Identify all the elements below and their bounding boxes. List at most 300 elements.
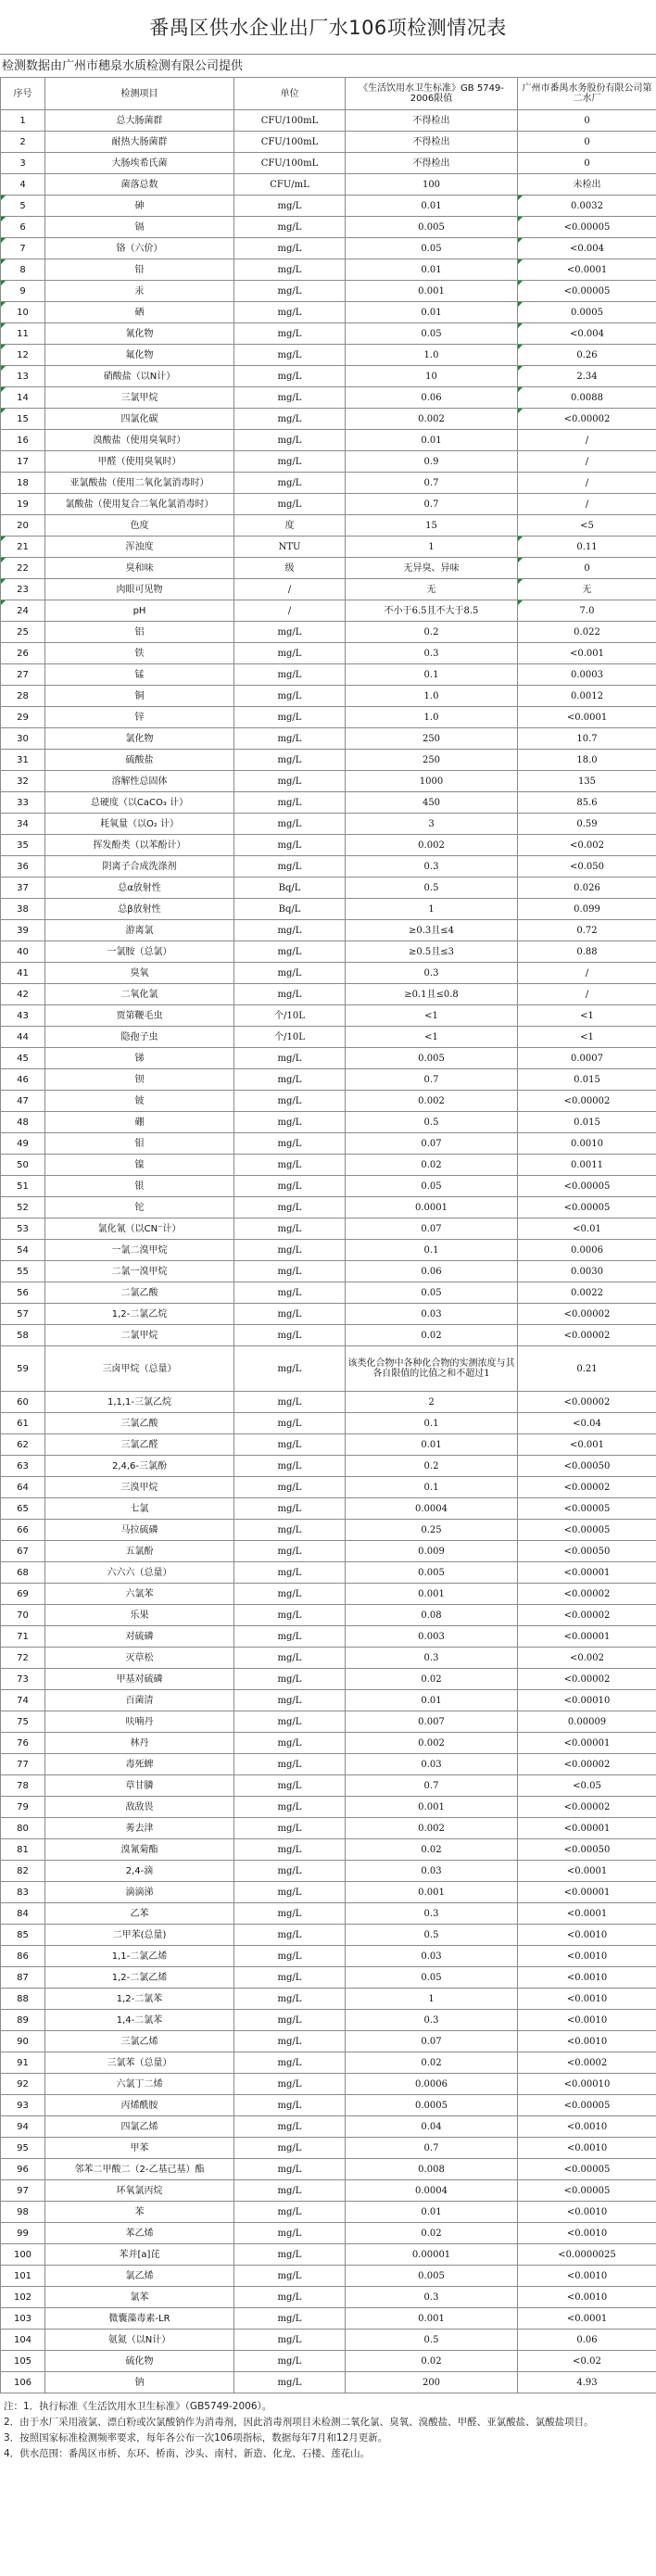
row-item: 锌 bbox=[45, 707, 234, 728]
row-limit: 1 bbox=[346, 537, 518, 558]
table-row bbox=[1, 1027, 656, 1048]
table-row bbox=[1, 1392, 656, 1413]
table-row bbox=[1, 387, 656, 409]
row-number: 72 bbox=[1, 1648, 45, 1669]
table-row bbox=[1, 1346, 656, 1392]
row-result: 18.0 bbox=[518, 750, 656, 771]
header-unit: 单位 bbox=[234, 78, 346, 110]
row-item: 四氯化碳 bbox=[45, 409, 234, 430]
row-result: <0.00005 bbox=[518, 2180, 656, 2202]
row-item: 溶解性总固体 bbox=[45, 771, 234, 792]
row-unit: mg/L bbox=[234, 1584, 346, 1605]
header-no: 序号 bbox=[1, 78, 45, 110]
row-result: <0.00002 bbox=[518, 1669, 656, 1690]
table-row bbox=[1, 1711, 656, 1733]
row-number: 98 bbox=[1, 2202, 45, 2223]
row-result: <0.001 bbox=[518, 1434, 656, 1456]
row-unit: mg/L bbox=[234, 1967, 346, 1989]
row-limit: 1 bbox=[346, 899, 518, 920]
row-item: 游离氯 bbox=[45, 920, 234, 941]
row-result: <0.0001 bbox=[518, 2308, 656, 2330]
row-limit: <1 bbox=[346, 1027, 518, 1048]
table-row bbox=[1, 345, 656, 366]
row-unit: mg/L bbox=[234, 2287, 346, 2308]
table-row bbox=[1, 1669, 656, 1690]
row-unit: mg/L bbox=[234, 451, 346, 473]
row-item: 1,2-二氯苯 bbox=[45, 1989, 234, 2010]
table-row bbox=[1, 1133, 656, 1155]
row-unit: mg/L bbox=[234, 1069, 346, 1091]
row-result: 4.93 bbox=[518, 2372, 656, 2393]
row-item: 百菌清 bbox=[45, 1690, 234, 1711]
row-number: 103 bbox=[1, 2308, 45, 2330]
row-item: 对硫磷 bbox=[45, 1626, 234, 1648]
row-item: 耗氧量（以O₂ 计） bbox=[45, 814, 234, 835]
row-limit: 0.3 bbox=[346, 963, 518, 984]
row-unit: Bq/L bbox=[234, 899, 346, 920]
row-item: 硼 bbox=[45, 1112, 234, 1133]
row-item: 钡 bbox=[45, 1069, 234, 1091]
row-unit: mg/L bbox=[234, 238, 346, 259]
table-row bbox=[1, 1413, 656, 1434]
footnote-line: 3．按照国家标准检测频率要求，每年各公布一次106项指标，数据每年7月和12月更新。 bbox=[4, 2432, 388, 2443]
row-result: 0.06 bbox=[518, 2330, 656, 2351]
footnote-line: 4．供水范围：番禺区市桥、东环、桥南、沙头、南村、新造、化龙、石楼、莲花山。 bbox=[4, 2448, 371, 2459]
row-unit: mg/L bbox=[234, 2138, 346, 2159]
table-row bbox=[1, 323, 656, 345]
row-result: <0.0010 bbox=[518, 2202, 656, 2223]
row-limit: 0.05 bbox=[346, 1967, 518, 1989]
row-item: 菌落总数 bbox=[45, 174, 234, 196]
row-result: <0.0010 bbox=[518, 1925, 656, 1946]
row-item: 铅 bbox=[45, 259, 234, 281]
row-unit: mg/L bbox=[234, 1520, 346, 1541]
row-result: <0.00002 bbox=[518, 409, 656, 430]
row-limit: 0.04 bbox=[346, 2116, 518, 2138]
table-row bbox=[1, 110, 656, 132]
table-row bbox=[1, 1882, 656, 1903]
row-result: <0.00002 bbox=[518, 1605, 656, 1626]
row-number: 14 bbox=[1, 387, 45, 409]
row-unit: mg/L bbox=[234, 1498, 346, 1520]
table-row bbox=[1, 1605, 656, 1626]
table-row bbox=[1, 132, 656, 153]
row-number: 79 bbox=[1, 1797, 45, 1818]
row-number: 9 bbox=[1, 281, 45, 302]
row-unit: mg/L bbox=[234, 217, 346, 238]
row-result: 0.0030 bbox=[518, 1261, 656, 1282]
row-item: 乐果 bbox=[45, 1605, 234, 1626]
row-item: 环氧氯丙烷 bbox=[45, 2180, 234, 2202]
row-item: 1,1-二氯乙烯 bbox=[45, 1946, 234, 1967]
row-unit: mg/L bbox=[234, 2244, 346, 2266]
row-number: 68 bbox=[1, 1562, 45, 1584]
row-limit: 0.001 bbox=[346, 1584, 518, 1605]
row-limit: 0.05 bbox=[346, 1176, 518, 1197]
row-number: 61 bbox=[1, 1413, 45, 1434]
row-number: 71 bbox=[1, 1626, 45, 1648]
row-limit: 0.001 bbox=[346, 2308, 518, 2330]
table-row bbox=[1, 1541, 656, 1562]
row-limit: 0.007 bbox=[346, 1711, 518, 1733]
page-title: 番禺区供水企业出厂水106项检测情况表 bbox=[149, 17, 507, 39]
footnote-line: 2．由于水厂采用液氯、漂白粉或次氯酸钠作为消毒剂，因此消毒剂项目未检测二氧化氯、臭氧、溴酸盐、甲醛、亚氯酸盐、氯酸盐项目。 bbox=[4, 2417, 594, 2428]
row-number: 29 bbox=[1, 707, 45, 728]
row-limit: 0.005 bbox=[346, 2266, 518, 2287]
row-limit: 0.1 bbox=[346, 1240, 518, 1261]
row-unit: mg/L bbox=[234, 1155, 346, 1176]
table-row bbox=[1, 1005, 656, 1027]
row-item: 亚氯酸盐（使用二氧化氯消毒时） bbox=[45, 473, 234, 494]
table-body bbox=[1, 110, 656, 2393]
row-limit: 15 bbox=[346, 515, 518, 537]
row-limit: 不得检出 bbox=[346, 110, 518, 132]
row-number: 4 bbox=[1, 174, 45, 196]
row-unit: mg/L bbox=[234, 707, 346, 728]
row-item: 1,2-二氯乙烯 bbox=[45, 1967, 234, 1989]
row-result: <0.00050 bbox=[518, 1541, 656, 1562]
row-item: 耐热大肠菌群 bbox=[45, 132, 234, 153]
table-row bbox=[1, 2287, 656, 2308]
row-number: 10 bbox=[1, 302, 45, 323]
row-unit: / bbox=[234, 579, 346, 600]
row-unit: mg/L bbox=[234, 302, 346, 323]
row-limit: 0.0001 bbox=[346, 1197, 518, 1219]
row-limit: 0.0005 bbox=[346, 2095, 518, 2116]
row-result: <0.00002 bbox=[518, 1477, 656, 1498]
row-limit: 450 bbox=[346, 792, 518, 814]
row-limit: 0.2 bbox=[346, 1456, 518, 1477]
row-number: 66 bbox=[1, 1520, 45, 1541]
row-limit: 0.02 bbox=[346, 2052, 518, 2074]
row-item: 铁 bbox=[45, 643, 234, 664]
table-row bbox=[1, 2330, 656, 2351]
row-item: 邻苯二甲酸二（2-乙基己基）酯 bbox=[45, 2159, 234, 2180]
row-result: 0.022 bbox=[518, 622, 656, 643]
table-row bbox=[1, 1754, 656, 1775]
row-number: 39 bbox=[1, 920, 45, 941]
row-unit: mg/L bbox=[234, 366, 346, 387]
row-result: <0.0010 bbox=[518, 2031, 656, 2052]
row-result: <0.0010 bbox=[518, 1989, 656, 2010]
row-result: <0.00005 bbox=[518, 1520, 656, 1541]
row-limit: 0.01 bbox=[346, 259, 518, 281]
row-item: 三氯苯（总量） bbox=[45, 2052, 234, 2074]
row-item: 呋喃丹 bbox=[45, 1711, 234, 1733]
row-unit: mg/L bbox=[234, 2351, 346, 2372]
row-result: <0.00005 bbox=[518, 2159, 656, 2180]
row-number: 89 bbox=[1, 2010, 45, 2031]
row-unit: mg/L bbox=[234, 1282, 346, 1304]
row-number: 19 bbox=[1, 494, 45, 515]
row-item: 甲苯 bbox=[45, 2138, 234, 2159]
row-result: <0.04 bbox=[518, 1413, 656, 1434]
row-number: 7 bbox=[1, 238, 45, 259]
row-unit: mg/L bbox=[234, 409, 346, 430]
row-unit: mg/L bbox=[234, 2223, 346, 2244]
row-number: 8 bbox=[1, 259, 45, 281]
row-item: 三氯乙醛 bbox=[45, 1434, 234, 1456]
row-item: 氟化物 bbox=[45, 345, 234, 366]
table-row bbox=[1, 1946, 656, 1967]
row-result: 0.0010 bbox=[518, 1133, 656, 1155]
row-number: 100 bbox=[1, 2244, 45, 2266]
table-row bbox=[1, 835, 656, 856]
table-row bbox=[1, 1584, 656, 1605]
row-number: 20 bbox=[1, 515, 45, 537]
row-number: 70 bbox=[1, 1605, 45, 1626]
row-number: 40 bbox=[1, 941, 45, 963]
row-number: 45 bbox=[1, 1048, 45, 1069]
row-result: <0.00002 bbox=[518, 1304, 656, 1325]
row-limit: 0.08 bbox=[346, 1605, 518, 1626]
row-result: <0.00050 bbox=[518, 1839, 656, 1861]
table-row bbox=[1, 1775, 656, 1797]
row-number: 49 bbox=[1, 1133, 45, 1155]
table-row bbox=[1, 1562, 656, 1584]
row-result: / bbox=[518, 963, 656, 984]
table-row bbox=[1, 558, 656, 579]
row-limit: 0.003 bbox=[346, 1626, 518, 1648]
row-result: <0.0000025 bbox=[518, 2244, 656, 2266]
row-number: 92 bbox=[1, 2074, 45, 2095]
table-row bbox=[1, 259, 656, 281]
row-unit: mg/L bbox=[234, 622, 346, 643]
footnotes bbox=[0, 2393, 656, 2462]
row-unit: 个/10L bbox=[234, 1005, 346, 1027]
row-item: 二氯甲烷 bbox=[45, 1325, 234, 1346]
row-limit: 0.02 bbox=[346, 1325, 518, 1346]
row-limit: 0.01 bbox=[346, 1434, 518, 1456]
table-row bbox=[1, 281, 656, 302]
row-item: 溴酸盐（使用臭氧时） bbox=[45, 430, 234, 451]
row-limit: 0.1 bbox=[346, 664, 518, 686]
row-limit: 0.005 bbox=[346, 1562, 518, 1584]
row-item: 三溴甲烷 bbox=[45, 1477, 234, 1498]
row-limit: 0.02 bbox=[346, 2351, 518, 2372]
row-result: 0.0088 bbox=[518, 387, 656, 409]
row-item: 氯酸盐（使用复合二氧化氯消毒时） bbox=[45, 494, 234, 515]
row-unit: mg/L bbox=[234, 750, 346, 771]
row-number: 81 bbox=[1, 1839, 45, 1861]
table-header-row bbox=[1, 78, 656, 110]
table-row bbox=[1, 537, 656, 558]
row-limit: 0.001 bbox=[346, 1882, 518, 1903]
row-limit: 0.002 bbox=[346, 1733, 518, 1754]
row-unit: mg/L bbox=[234, 1605, 346, 1626]
row-limit: 0.3 bbox=[346, 1903, 518, 1925]
row-unit: mg/L bbox=[234, 494, 346, 515]
row-number: 11 bbox=[1, 323, 45, 345]
table-row bbox=[1, 2372, 656, 2393]
row-item: 毒死蜱 bbox=[45, 1754, 234, 1775]
row-limit: 0.3 bbox=[346, 643, 518, 664]
table-row bbox=[1, 1861, 656, 1882]
row-limit: 0.07 bbox=[346, 1133, 518, 1155]
row-unit: mg/L bbox=[234, 1325, 346, 1346]
row-item: 2,4-滴 bbox=[45, 1861, 234, 1882]
row-limit: 1000 bbox=[346, 771, 518, 792]
row-result: <0.001 bbox=[518, 643, 656, 664]
row-unit: mg/L bbox=[234, 345, 346, 366]
table-row bbox=[1, 1261, 656, 1282]
row-number: 3 bbox=[1, 153, 45, 174]
row-number: 77 bbox=[1, 1754, 45, 1775]
row-unit: / bbox=[234, 600, 346, 622]
table-row bbox=[1, 1520, 656, 1541]
row-unit: mg/L bbox=[234, 1197, 346, 1219]
row-result: <1 bbox=[518, 1005, 656, 1027]
table-row bbox=[1, 515, 656, 537]
row-result: <0.00001 bbox=[518, 1733, 656, 1754]
row-number: 50 bbox=[1, 1155, 45, 1176]
water-quality-table bbox=[0, 77, 656, 2393]
row-unit: mg/L bbox=[234, 856, 346, 878]
row-number: 22 bbox=[1, 558, 45, 579]
row-item: 氯苯 bbox=[45, 2287, 234, 2308]
row-item: 锑 bbox=[45, 1048, 234, 1069]
row-item: 一氯二溴甲烷 bbox=[45, 1240, 234, 1261]
row-item: 铬（六价） bbox=[45, 238, 234, 259]
row-result: / bbox=[518, 430, 656, 451]
row-unit: mg/L bbox=[234, 1562, 346, 1584]
row-number: 47 bbox=[1, 1091, 45, 1112]
row-limit: 0.7 bbox=[346, 494, 518, 515]
row-number: 42 bbox=[1, 984, 45, 1005]
table-row bbox=[1, 1839, 656, 1861]
row-item: 硝酸盐（以N计） bbox=[45, 366, 234, 387]
table-row bbox=[1, 1240, 656, 1261]
row-limit: 0.7 bbox=[346, 1775, 518, 1797]
row-number: 104 bbox=[1, 2330, 45, 2351]
row-unit: 级 bbox=[234, 558, 346, 579]
table-row bbox=[1, 1797, 656, 1818]
row-item: 苯并[a]芘 bbox=[45, 2244, 234, 2266]
table-row bbox=[1, 2031, 656, 2052]
row-result: 0.00009 bbox=[518, 1711, 656, 1733]
row-result: <0.00002 bbox=[518, 1091, 656, 1112]
row-number: 96 bbox=[1, 2159, 45, 2180]
row-result: 7.0 bbox=[518, 600, 656, 622]
row-item: 二甲苯(总量) bbox=[45, 1925, 234, 1946]
table-row bbox=[1, 1477, 656, 1498]
row-unit: mg/L bbox=[234, 1392, 346, 1413]
row-result: <0.00001 bbox=[518, 1626, 656, 1648]
table-row bbox=[1, 579, 656, 600]
row-number: 76 bbox=[1, 1733, 45, 1754]
footnote-line: 注：1．执行标准《生活饮用水卫生标准》（GB5749-2006）。 bbox=[4, 2401, 272, 2412]
table-row bbox=[1, 1498, 656, 1520]
row-unit: 个/10L bbox=[234, 1027, 346, 1048]
row-result: 0.72 bbox=[518, 920, 656, 941]
row-number: 43 bbox=[1, 1005, 45, 1027]
row-unit: mg/L bbox=[234, 1925, 346, 1946]
row-result: 无 bbox=[518, 579, 656, 600]
row-unit: mg/L bbox=[234, 1346, 346, 1392]
row-limit: 10 bbox=[346, 366, 518, 387]
row-number: 84 bbox=[1, 1903, 45, 1925]
row-item: 钠 bbox=[45, 2372, 234, 2393]
row-limit: 0.2 bbox=[346, 622, 518, 643]
row-item: 马拉硫磷 bbox=[45, 1520, 234, 1541]
row-unit: NTU bbox=[234, 537, 346, 558]
table-row bbox=[1, 1903, 656, 1925]
row-unit: mg/L bbox=[234, 2031, 346, 2052]
row-unit: mg/L bbox=[234, 771, 346, 792]
row-unit: mg/L bbox=[234, 2159, 346, 2180]
row-number: 106 bbox=[1, 2372, 45, 2393]
row-limit: 0.02 bbox=[346, 1155, 518, 1176]
table-row bbox=[1, 238, 656, 259]
row-limit: 0.07 bbox=[346, 1219, 518, 1240]
row-result: <0.0002 bbox=[518, 2052, 656, 2074]
table-row bbox=[1, 1091, 656, 1112]
row-number: 74 bbox=[1, 1690, 45, 1711]
row-number: 17 bbox=[1, 451, 45, 473]
row-limit: 100 bbox=[346, 174, 518, 196]
row-result: 0.0011 bbox=[518, 1155, 656, 1176]
row-item: 氯化氰（以CN⁻计） bbox=[45, 1219, 234, 1240]
row-result: 10.7 bbox=[518, 728, 656, 750]
row-limit: 0.02 bbox=[346, 2223, 518, 2244]
row-unit: mg/L bbox=[234, 323, 346, 345]
row-limit: 1.0 bbox=[346, 345, 518, 366]
row-unit: mg/L bbox=[234, 984, 346, 1005]
row-unit: mg/L bbox=[234, 1240, 346, 1261]
row-result: 未检出 bbox=[518, 174, 656, 196]
row-number: 28 bbox=[1, 686, 45, 707]
table-row bbox=[1, 899, 656, 920]
row-unit: mg/L bbox=[234, 2266, 346, 2287]
row-unit: CFU/100mL bbox=[234, 153, 346, 174]
row-item: 三氯乙烯 bbox=[45, 2031, 234, 2052]
row-unit: mg/L bbox=[234, 430, 346, 451]
table-row bbox=[1, 771, 656, 792]
row-limit: 3 bbox=[346, 814, 518, 835]
row-unit: mg/L bbox=[234, 1839, 346, 1861]
table-row bbox=[1, 430, 656, 451]
row-result: <0.00010 bbox=[518, 1690, 656, 1711]
table-row bbox=[1, 1048, 656, 1069]
table-row bbox=[1, 174, 656, 196]
table-row bbox=[1, 750, 656, 771]
row-result: <0.00001 bbox=[518, 1818, 656, 1839]
row-item: 微囊藻毒素-LR bbox=[45, 2308, 234, 2330]
row-item: 阴离子合成洗涤剂 bbox=[45, 856, 234, 878]
row-result: 0.88 bbox=[518, 941, 656, 963]
row-result: 0.11 bbox=[518, 537, 656, 558]
table-row bbox=[1, 196, 656, 217]
table-row bbox=[1, 707, 656, 728]
row-limit: ≥0.3且≤4 bbox=[346, 920, 518, 941]
row-number: 44 bbox=[1, 1027, 45, 1048]
row-number: 69 bbox=[1, 1584, 45, 1605]
data-source-note: 检测数据由广州市穗泉水质检测有限公司提供 bbox=[0, 54, 656, 77]
row-result: <0.0001 bbox=[518, 1861, 656, 1882]
row-result: <0.00005 bbox=[518, 281, 656, 302]
row-result: <0.0010 bbox=[518, 2010, 656, 2031]
table-row bbox=[1, 153, 656, 174]
row-limit: 0.02 bbox=[346, 1669, 518, 1690]
row-unit: mg/L bbox=[234, 2330, 346, 2351]
row-limit: 0.002 bbox=[346, 1091, 518, 1112]
row-number: 57 bbox=[1, 1304, 45, 1325]
table-row bbox=[1, 1304, 656, 1325]
row-result: <0.0001 bbox=[518, 707, 656, 728]
table-row bbox=[1, 984, 656, 1005]
row-unit: mg/L bbox=[234, 1648, 346, 1669]
row-item: 六氯丁二烯 bbox=[45, 2074, 234, 2095]
